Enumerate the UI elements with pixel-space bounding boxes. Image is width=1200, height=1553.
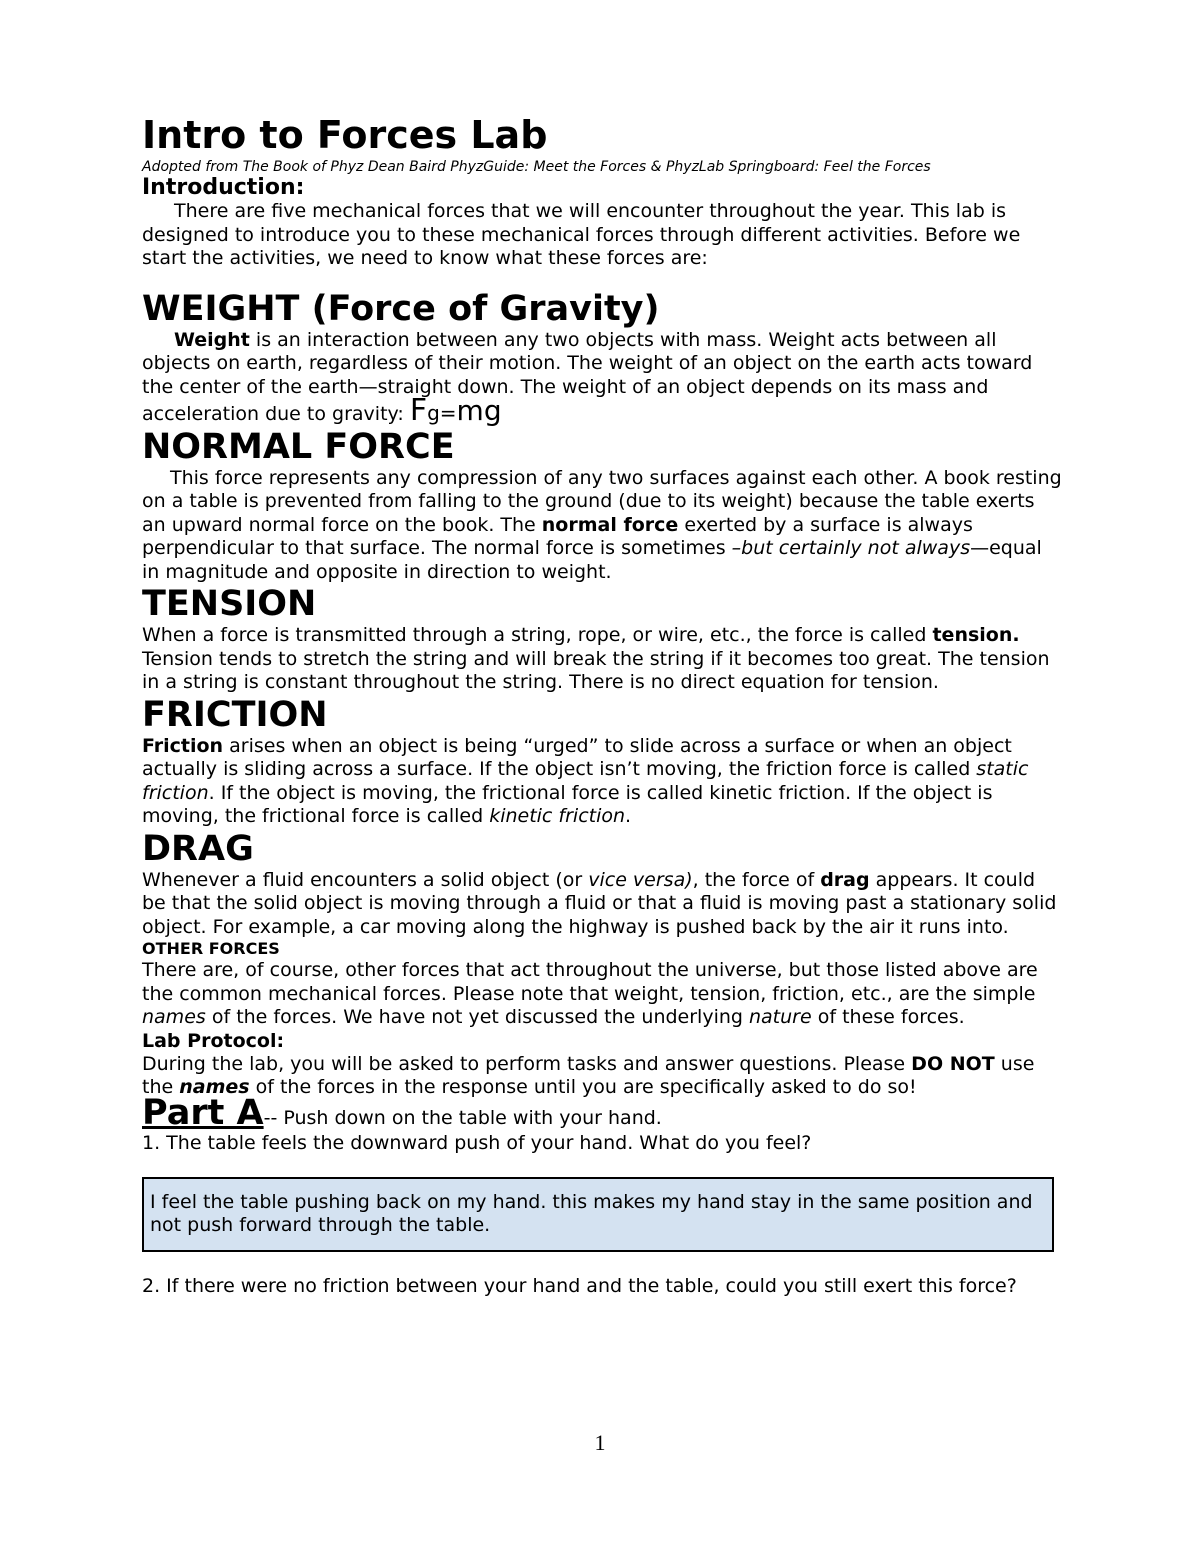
part-a-line: [142, 1092, 1062, 1133]
other-italic-2: nature: [749, 1006, 812, 1028]
intro-heading: Introduction:: [142, 175, 305, 200]
page-title: Intro to Forces Lab: [142, 113, 548, 157]
tension-term: tension.: [932, 624, 1020, 646]
weight-term: Weight: [174, 328, 250, 351]
friction-paragraph: [142, 735, 1062, 829]
part-a-heading: Part A: [142, 1092, 264, 1133]
other-text-2: of the forces. We have not yet discussed the underlying: [205, 1006, 749, 1028]
source-citation: Adopted from The Book of Phyz Dean Baird PhyzGuide: Meet the Forces & PhyzLab Springboard: Feel the Forces: [142, 159, 931, 175]
drag-text-1: Whenever a fluid encounters a solid object (or: [142, 868, 589, 891]
protocol-text-3: of the forces in the response until you are specifically asked to do so!: [249, 1076, 917, 1098]
normal-text-3: —equal in magnitude and opposite in direction to weight.: [142, 537, 1042, 583]
friction-text-1: arises when an object is being “urged” to slide across a surface or when an object actually is sliding across a surface. If the object isn’t moving, the friction force is called: [142, 734, 1012, 780]
drag-paragraph: [142, 869, 1062, 940]
lab-protocol-paragraph: [142, 1053, 1062, 1100]
normal-term: normal force: [541, 513, 679, 536]
friction-italic-2: kinetic friction: [489, 805, 626, 827]
drag-text-3: appears. It could be that the solid object is moving through a fluid or that a fluid is moving past a stationary solid object. For example, a car moving along the highway is pushed back by the air it runs into.: [142, 868, 1057, 938]
protocol-text-2: use the: [142, 1052, 1035, 1098]
equation-g: g=: [427, 401, 457, 425]
weight-text: is an interaction between any two objects with mass. Weight acts between all objects on earth, regardless of their motion. The weight of an object on the earth acts toward the center of the earth—straight down. The weight of an object depends on its mass and acceleration due to gravity:: [142, 328, 1033, 425]
lab-protocol-heading: Lab Protocol:: [142, 1029, 285, 1052]
drag-italic: vice versa): [588, 868, 693, 891]
tension-text-2: Tension tends to stretch the string and will break the string if it becomes too great. The tension in a string is constant throughout the string. There is no direct equation for tension.: [142, 647, 1050, 693]
drag-term: drag: [820, 868, 870, 891]
protocol-bold: DO NOT: [911, 1052, 995, 1075]
tension-heading: TENSION: [142, 584, 317, 624]
normal-force-paragraph: [142, 467, 1062, 585]
part-a-instruction: -- Push down on the table with your hand.: [263, 1106, 662, 1129]
equation-f: F: [409, 393, 428, 428]
question-2: 2. If there were no friction between your hand and the table, could you still exert this force?: [142, 1274, 1017, 1297]
document-page: [142, 112, 1062, 1298]
tension-paragraph: [142, 624, 1062, 695]
protocol-bold-italic: names: [179, 1076, 250, 1098]
page-number: 1: [594, 1430, 606, 1455]
tension-text-1: When a force is transmitted through a string, rope, or wire, etc., the force is called: [142, 624, 933, 646]
friction-term: Friction: [142, 734, 224, 757]
other-text-3: of these forces.: [811, 1006, 965, 1028]
normal-force-heading: NORMAL FORCE: [142, 426, 455, 467]
other-italic-1: names: [142, 1006, 206, 1028]
intro-paragraph: There are five mechanical forces that we will encounter throughout the year. This lab is designed to introduce you to these mechanical forces through different activities. Before we start the activities, we need to know what these forces are:: [142, 200, 1021, 269]
friction-italic-1: static friction: [142, 758, 1029, 804]
friction-text-2: . If the object is moving, the frictional force is called kinetic friction. If the object is moving, the frictional force is called: [142, 781, 993, 827]
question-1: 1. The table feels the downward push of your hand. What do you feel?: [142, 1132, 812, 1154]
normal-italic: –but certainly not always: [731, 537, 971, 559]
friction-text-3: .: [625, 805, 632, 827]
other-text-1: There are, of course, other forces that act throughout the universe, but those listed above are the common mechanical forces. Please note that weight, tension, friction, etc., are the simple: [142, 959, 1038, 1005]
drag-heading: DRAG: [142, 828, 254, 869]
drag-text-2: , the force of: [692, 868, 821, 891]
normal-text-1: This force represents any compression of any two surfaces against each other. A book resting on a table is prevented from falling to the ground (due to its weight) because the table exerts an upward normal force on the book. The: [142, 466, 1062, 536]
weight-paragraph: [142, 329, 1062, 427]
equation-mg: mg: [456, 394, 502, 427]
weight-heading: WEIGHT (Force of Gravity): [142, 288, 660, 329]
normal-text-2: exerted by a surface is always perpendicular to that surface. The normal force is sometimes: [142, 513, 973, 559]
friction-heading: FRICTION: [142, 694, 328, 735]
protocol-text-1: During the lab, you will be asked to perform tasks and answer questions. Please: [142, 1052, 912, 1075]
other-forces-paragraph: [142, 959, 1062, 1030]
other-forces-heading: OTHER FORCES: [142, 939, 280, 958]
answer-box-1[interactable]: I feel the table pushing back on my hand. this makes my hand stay in the same position and not push forward through the table.: [142, 1177, 1054, 1252]
